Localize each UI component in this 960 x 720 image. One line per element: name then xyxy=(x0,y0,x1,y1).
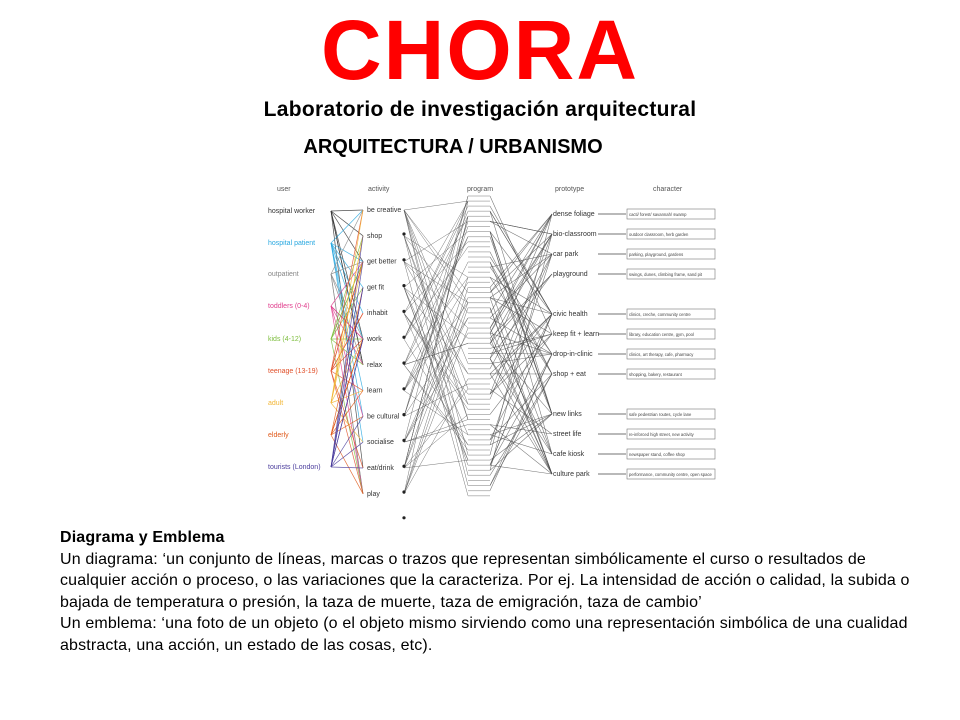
activity-node xyxy=(402,310,405,313)
activity-label: get fit xyxy=(367,284,385,292)
activity-program-link xyxy=(404,262,468,391)
activity-program-link xyxy=(404,201,468,494)
activity-node xyxy=(402,516,405,519)
user-label: hospital worker xyxy=(268,208,316,215)
character-label: re-inforced high street, new activity xyxy=(629,432,694,437)
activity-label: be creative xyxy=(367,207,402,214)
activity-program-link xyxy=(404,328,468,494)
activity-label: work xyxy=(367,336,382,343)
activity-label: eat/drink xyxy=(367,465,394,472)
prototype-label: dense foliage xyxy=(553,211,595,218)
character-label: newspaper stand, coffee shop xyxy=(629,452,685,457)
program-prototype-link xyxy=(490,214,552,333)
connection-lines xyxy=(331,196,552,496)
character-label: safe pedestrian routes, cycle lane xyxy=(629,412,692,417)
activity-node xyxy=(402,258,405,261)
activity-program-link xyxy=(404,210,468,389)
user-label: tourists (London) xyxy=(268,464,321,471)
activity-node xyxy=(402,439,405,442)
user-label: adult xyxy=(268,400,284,407)
prototype-label: playground xyxy=(553,271,588,278)
column-header-character: character xyxy=(653,186,683,193)
character-label: swings, dunes, climbing frame, sand pit xyxy=(629,272,703,277)
column-header-prototype: prototype xyxy=(555,186,585,193)
program-prototype-link xyxy=(490,435,552,454)
user-label: toddlers (0-4) xyxy=(268,303,310,310)
prototype-label: culture park xyxy=(553,471,590,478)
character-label: performance, community centre, open space xyxy=(629,472,712,477)
user-label: kids (4-12) xyxy=(268,336,302,343)
activity-node xyxy=(402,490,405,493)
prototype-label: new links xyxy=(553,411,582,418)
page-title: CHORA xyxy=(321,3,639,97)
column-header-user: user xyxy=(277,186,291,193)
activity-program-link xyxy=(404,236,468,277)
character-label: cacti/ forest/ savannah/ swamp xyxy=(629,212,687,217)
prototype-label: street life xyxy=(553,431,582,438)
activity-node xyxy=(402,284,405,287)
character-label: clinics, art therapy, cafe, pharmacy xyxy=(629,352,694,357)
user-label: elderly xyxy=(268,432,289,439)
character-label: parking, playground, gardens xyxy=(629,252,684,257)
character-label: clinics, creche, community centre xyxy=(629,312,691,317)
description-heading: Diagrama y Emblema xyxy=(60,529,225,546)
activity-node xyxy=(402,336,405,339)
activity-program-link xyxy=(404,236,468,313)
prototype-label: shop + eat xyxy=(553,371,586,378)
activity-label: relax xyxy=(367,361,383,369)
user-activity-link xyxy=(331,442,363,467)
activity-label: get better xyxy=(367,258,397,266)
activity-program-link xyxy=(404,201,468,210)
column-header-program: program xyxy=(467,186,494,193)
activity-program-link xyxy=(404,460,468,468)
activity-node xyxy=(402,232,405,235)
prototype-label: bio-classroom xyxy=(553,231,597,238)
user-activity-link xyxy=(331,210,363,274)
activity-label: shop xyxy=(367,232,383,240)
activity-node xyxy=(402,387,405,390)
page-subtitle: Laboratorio de investigación arquitectural xyxy=(263,98,697,121)
prototype-label: cafe kiosk xyxy=(553,451,585,458)
activity-label: socialise xyxy=(367,439,394,447)
description-block xyxy=(60,527,920,656)
prototype-label: drop-in-clinic xyxy=(553,351,593,358)
character-label: shopping, bakery, restaurant xyxy=(629,372,682,377)
activity-label: play xyxy=(367,490,380,498)
activity-label: be cultural xyxy=(367,413,400,421)
program-prototype-link xyxy=(490,232,552,314)
section-heading: ARQUITECTURA / URBANISMO xyxy=(303,136,603,158)
diagram-definition: Un diagrama: ‘un conjunto de líneas, marcas o trazos que representan simbólicamente el curso o resultados de cualquier acción o proceso, o las variaciones que la caracteriza. Por ej. La intensidad de acción o calidad, la subida o bajada de temperatura o presión, la taza de muerte, taza de emigración, taza de cambio’ xyxy=(60,550,910,611)
activity-node xyxy=(402,361,405,364)
prototype-label: civic health xyxy=(553,311,588,318)
user-label: outpatient xyxy=(268,271,299,278)
activity-label: inhabit xyxy=(367,310,388,318)
activity-label: learn xyxy=(367,387,383,395)
emblem-definition: Un emblema: ‘una foto de un objeto (o el objeto mismo sirviendo como una representación simbólica de una cualidad abstracta, una acción, un estado de las cosas, etc). xyxy=(60,615,908,654)
prototype-label: keep fit + learn xyxy=(553,331,600,338)
program-prototype-link xyxy=(490,389,552,434)
user-activity-link xyxy=(331,210,363,211)
user-label: hospital patient xyxy=(268,240,316,247)
column-header-activity: activity xyxy=(368,186,390,193)
prototype-label: car park xyxy=(553,251,579,258)
character-label: outdoor classroom, herb garden xyxy=(629,232,689,237)
activity-node xyxy=(402,465,405,468)
character-label: library, education centre, gym, pool xyxy=(629,332,694,337)
activity-node xyxy=(402,413,405,416)
user-activity-link xyxy=(331,339,363,467)
user-label: teenage (13-19) xyxy=(268,368,318,375)
